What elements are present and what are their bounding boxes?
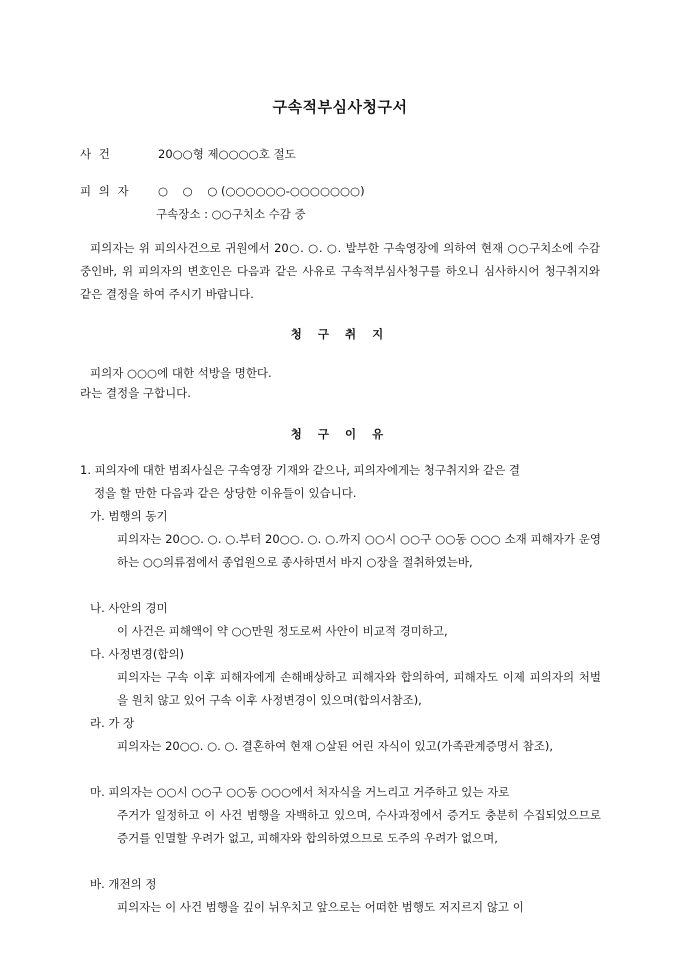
case-label: 사 건 — [80, 147, 112, 161]
reason-f-label: 바. 개전의 정 — [90, 877, 157, 891]
suspect-row — [80, 183, 365, 199]
reason-item-1-line-1: 1. 피의자에 대한 범죄사실은 구속영장 기재와 같으나, 피의자에게는 청구취지와 같은 결 — [80, 463, 520, 477]
purpose-heading: 청 구 취 지 — [290, 327, 390, 341]
reason-b-label: 나. 사안의 경미 — [90, 601, 168, 615]
intro-paragraph: 피의자는 위 피의사건으로 귀원에서 20○. ○. ○. 발부한 구속영장에 의하여 현재 ○○구치소에 수감 중인바, 위 피의자의 변호인은 다음과 같은 사유로 구속적부심사청구를 하오니 심사하시어 청구취지와 같은 결정을 하여 주시기 바랍니다. — [80, 241, 600, 301]
case-value: 20○○형 제○○○○호 절도 — [158, 147, 296, 161]
detention-place: 구속장소 : ○○구치소 수감 중 — [156, 207, 306, 221]
reason-a-text: 피의자는 20○○. ○. ○.부터 20○○. ○. ○.까지 ○○시 ○○구 ○○동 ○○○ 소재 피해자가 운영하는 ○○의류점에서 종업원으로 종사하면서 바지 ○장을 절취하였는바, — [117, 532, 601, 569]
reason-a-label: 가. 범행의 동기 — [90, 509, 168, 523]
document-title: 구속적부심사청구서 — [272, 98, 408, 116]
case-row — [80, 146, 296, 162]
suspect-label: 피 의 자 — [80, 184, 131, 198]
suspect-value: ○ ○ ○ (○○○○○○-○○○○○○○) — [158, 184, 365, 198]
reason-b-text: 이 사건은 피해액이 약 ○○만원 정도로써 사안이 비교적 경미하고, — [117, 624, 448, 638]
purpose-line-2: 라는 결정을 구합니다. — [80, 386, 191, 400]
reason-d-text: 피의자는 20○○. ○. ○. 결혼하여 현재 ○살된 어린 자식이 있고(가족관계증명서 참조), — [117, 739, 554, 753]
purpose-line-1: 피의자 ○○○에 대한 석방을 명한다. — [90, 366, 272, 380]
reason-e-text: 주거가 일정하고 이 사건 범행을 자백하고 있으며, 수사과정에서 증거도 충분히 수집되었으므로 증거를 인멸할 우려가 없고, 피해자와 합의하였으므로 도주의 우려가 없으며, — [117, 808, 601, 845]
reason-c-label: 다. 사정변경(합의) — [90, 647, 185, 661]
reason-d-label: 라. 가 장 — [90, 716, 135, 730]
reason-f-text: 피의자는 이 사건 범행을 깊이 뉘우치고 앞으로는 어떠한 범행도 저지르지 않고 이 — [117, 900, 524, 914]
reason-e-label: 마. 피의자는 ○○시 ○○구 ○○동 ○○○에서 처자식을 거느리고 거주하고 있는 자로 — [90, 785, 510, 799]
reason-item-1-line-2: 정을 할 만한 다음과 같은 상당한 이유들이 있습니다. — [94, 486, 357, 500]
reasons-heading: 청 구 이 유 — [290, 427, 390, 441]
reason-c-text: 피의자는 구속 이후 피해자에게 손해배상하고 피해자와 합의하여, 피해자도 이제 피의자의 처벌을 원치 않고 있어 구속 이후 사정변경이 있으며(합의서참조), — [117, 670, 601, 707]
